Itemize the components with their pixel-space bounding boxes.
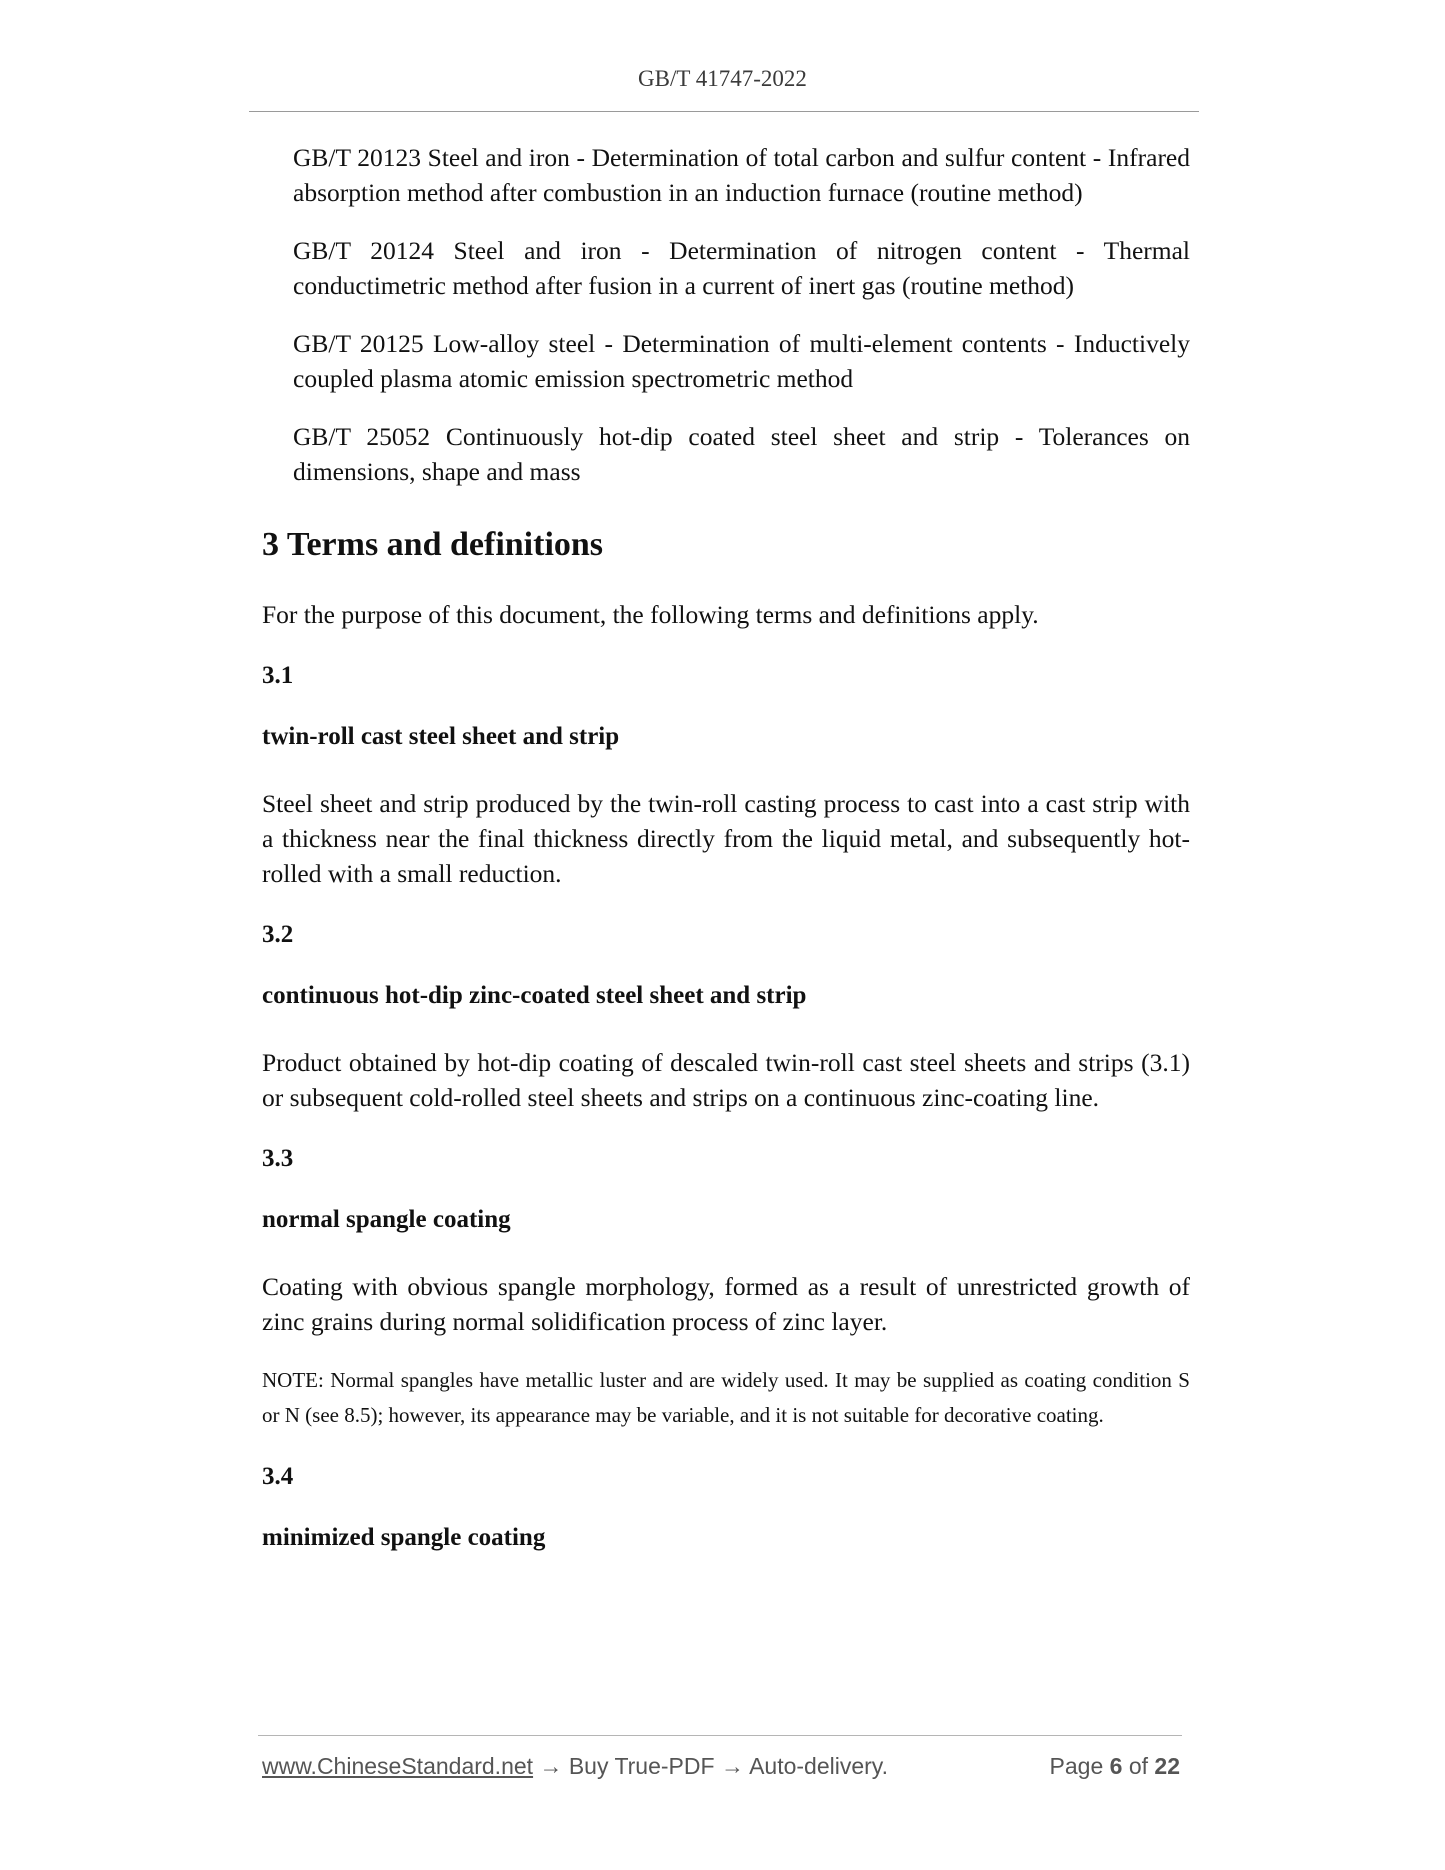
document-body xyxy=(262,140,1190,1555)
term-number: 3.2 xyxy=(262,921,294,948)
reference-item: GB/T 20124 Steel and iron - Determination of nitrogen content - Thermal conductimetric method after fusion in a current of inert gas (routine method) xyxy=(293,236,1190,300)
page-footer xyxy=(262,1753,1180,1780)
term-number: 3.3 xyxy=(262,1145,294,1172)
of-label: of xyxy=(1128,1753,1149,1779)
page-indicator xyxy=(1050,1753,1180,1780)
arrow-icon: → xyxy=(720,1753,744,1779)
term-name: normal spangle coating xyxy=(262,1206,511,1233)
arrow-icon: → xyxy=(539,1753,563,1779)
term-definition: Product obtained by hot-dip coating of descaled twin-roll cast steel sheets and strips (3.1) or subsequent cold-rolled steel sheets and strips on a continuous zinc-coating line. xyxy=(262,1048,1190,1112)
term-name: twin-roll cast steel sheet and strip xyxy=(262,723,620,750)
page-number: 6 xyxy=(1109,1753,1123,1779)
section-intro: For the purpose of this document, the following terms and definitions apply. xyxy=(262,600,1039,629)
term-name: minimized spangle coating xyxy=(262,1524,546,1551)
buy-true-pdf-text: Buy True-PDF xyxy=(568,1753,715,1779)
term-definition: Coating with obvious spangle morphology, formed as a result of unrestricted growth of zinc grains during normal solidification process of zinc layer. xyxy=(262,1272,1190,1336)
term-number: 3.4 xyxy=(262,1463,294,1490)
page-header-title: GB/T 41747-2022 xyxy=(638,66,807,91)
reference-item: GB/T 25052 Continuously hot-dip coated steel sheet and strip - Tolerances on dimensions, shape and mass xyxy=(293,422,1190,486)
term-definition: Steel sheet and strip produced by the twin-roll casting process to cast into a cast strip with a thickness near the final thickness directly from the liquid metal, and subsequently hot-rolled with a small reduction. xyxy=(262,789,1190,888)
reference-item: GB/T 20123 Steel and iron - Determination of total carbon and sulfur content - Infrared absorption method after combustion in an induction furnace (routine method) xyxy=(293,143,1190,207)
term-note: NOTE: Normal spangles have metallic luster and are widely used. It may be supplied as coating condition S or N (see 8.5); however, its appearance may be variable, and it is not suitable for decorative coating. xyxy=(262,1368,1190,1427)
page-label: Page xyxy=(1049,1753,1104,1779)
header-divider xyxy=(249,111,1199,112)
auto-delivery-text: Auto-delivery. xyxy=(749,1753,888,1779)
website-link[interactable]: www.ChineseStandard.net xyxy=(262,1753,534,1779)
section-heading: 3 Terms and definitions xyxy=(262,526,604,563)
footer-divider xyxy=(258,1735,1182,1736)
reference-item: GB/T 20125 Low-alloy steel - Determination of multi-element contents - Inductively coupled plasma atomic emission spectrometric method xyxy=(293,329,1190,393)
total-pages: 22 xyxy=(1154,1753,1180,1779)
term-number: 3.1 xyxy=(262,662,294,689)
term-name: continuous hot-dip zinc-coated steel sheet and strip xyxy=(262,982,807,1009)
